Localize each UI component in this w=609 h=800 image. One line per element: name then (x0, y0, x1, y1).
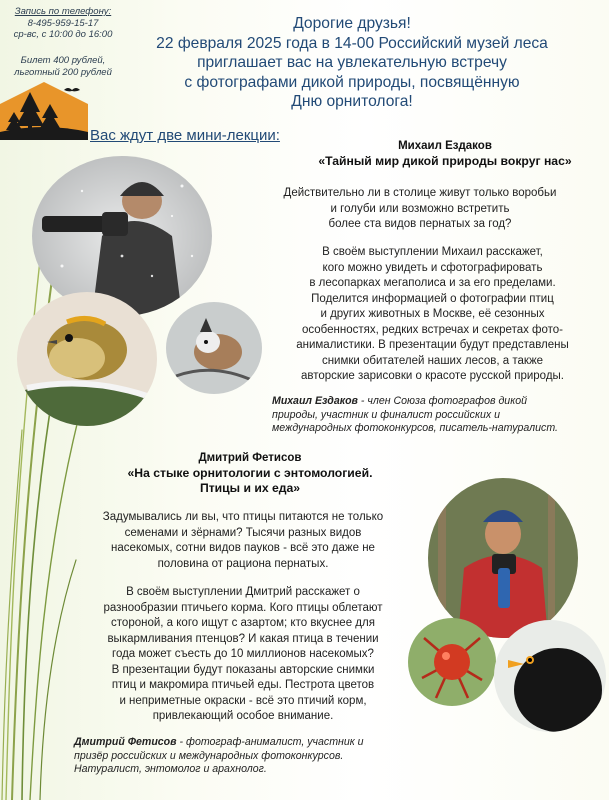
lecture2-speaker: Дмитрий Фетисов (198, 452, 302, 464)
text-line: и неприметные окраски - всё это птичий корм, (119, 694, 367, 707)
header-line: 22 февраля 2025 года в 14-00 Российский музей леса (156, 34, 548, 52)
text-line: кого можно увидеть и сфотографировать (322, 261, 543, 274)
lecture1-bio (272, 395, 602, 436)
text-line: разнообразии птичьего корма. Кого птицы облетают (103, 601, 383, 614)
text-line: выкармливания птенцов? И какая птица в течении (107, 632, 379, 645)
text-line: семенами и зёрнами? Тысячи разных видов (124, 526, 362, 539)
invitation-header (138, 14, 566, 112)
lecture1-speaker: Михаил Ездаков (398, 140, 492, 152)
text-line: в лесопарках мегаполиса и за его пределами. (309, 277, 556, 289)
text-line: года может съесть до 10 миллионов насекомых? (112, 648, 374, 660)
text-line: и других животных в Москве, её сезонных (320, 308, 545, 320)
text-line: международных фотоконкурсов, писатель-натуралист. (272, 422, 558, 434)
text-line: В презентации будут показаны авторские снимки (111, 663, 375, 676)
text-line: В своём выступлении Дмитрий расскажет о (126, 586, 360, 598)
text-line: «На стыке орнитологии с энтомологией. (127, 466, 373, 480)
text-line: птиц и макромира птичьей еды. Пестрота цветов (111, 679, 375, 691)
lecture2-bio (74, 736, 404, 777)
red-mite-photo (408, 618, 496, 706)
bio-speaker-name: Михаил Ездаков (272, 395, 358, 407)
lecture2-description (78, 585, 408, 725)
header-line: Дню орнитолога! (291, 93, 413, 110)
text-line: Действительно ли в столице живут только воробьи (283, 187, 557, 199)
ticket-price-block (3, 55, 123, 78)
header-line: с фотографами дикой природы, посвящённую (184, 73, 520, 91)
text-line: стороной, а кого ищут с азартом; кто вкуснее для (111, 617, 375, 629)
museum-logo (0, 82, 88, 140)
header-line: приглашает вас на увлекательную встречу (197, 54, 507, 71)
contact-phone[interactable]: 8-495-959-15-17 (27, 17, 99, 29)
lecture2-intro (78, 510, 408, 572)
contact-block (3, 6, 123, 41)
text-line: привлекающий особое внимание. (152, 710, 334, 722)
text-line: - член Союза фотографов дикой (357, 395, 527, 407)
lecture1-description (260, 245, 605, 385)
ticket-price-reduced: льготный 200 рублей (14, 66, 112, 78)
contact-hours: ср-вс, с 10:00 до 16:00 (13, 29, 113, 40)
text-line: особенностях, редких встречах и секретах фото- (301, 323, 564, 336)
crested-tit-photo (166, 302, 262, 394)
text-line: более ста видов пернатых за год? (328, 218, 512, 230)
lectures-title: Вас ждут две мини-лекции: (90, 127, 280, 144)
photographer-winter-photo (32, 156, 212, 316)
text-line: половина от рациона пернатых. (157, 557, 329, 570)
lecture1-title: «Тайный мир дикой природы вокруг нас» (318, 154, 572, 168)
text-line: Поделится информацией о фотографии птиц (311, 292, 554, 305)
text-line: анималистики. В презентации будут представлены (296, 339, 569, 351)
text-line: Натуралист, энтомолог и арахнолог. (74, 763, 267, 775)
text-line: насекомых, сотни видов пауков - всё это даже не (111, 542, 375, 554)
text-line: авторские зарисовки о красоте русской природы. (301, 370, 564, 382)
text-line: снимки обитателей наших лесов, а также (321, 354, 544, 367)
text-line: природы, участник и финалист российских и (272, 408, 500, 421)
text-line: призёр российских и международных фотоконкурсов. (74, 749, 344, 762)
lecture1-intro (260, 186, 580, 233)
photographer-forest-photo (428, 478, 578, 638)
lecture2-title (100, 466, 400, 496)
text-line: Задумывались ли вы, что птицы питаются не только (102, 511, 384, 523)
header-line: Дорогие друзья! (293, 15, 411, 32)
contact-heading: Запись по телефону: (14, 6, 112, 17)
bio-speaker-name: Дмитрий Фетисов (74, 736, 177, 748)
text-line: Птицы и их еда» (199, 481, 301, 495)
text-line: - фотограф-анималист, участник и (176, 736, 364, 748)
blackbird-photo (494, 620, 606, 732)
text-line: и голуби или возможно встретить (330, 202, 510, 215)
goldcrest-bird-photo (17, 292, 157, 426)
ticket-price: Билет 400 рублей, (20, 55, 106, 66)
text-line: В своём выступлении Михаил расскажет, (322, 246, 543, 258)
